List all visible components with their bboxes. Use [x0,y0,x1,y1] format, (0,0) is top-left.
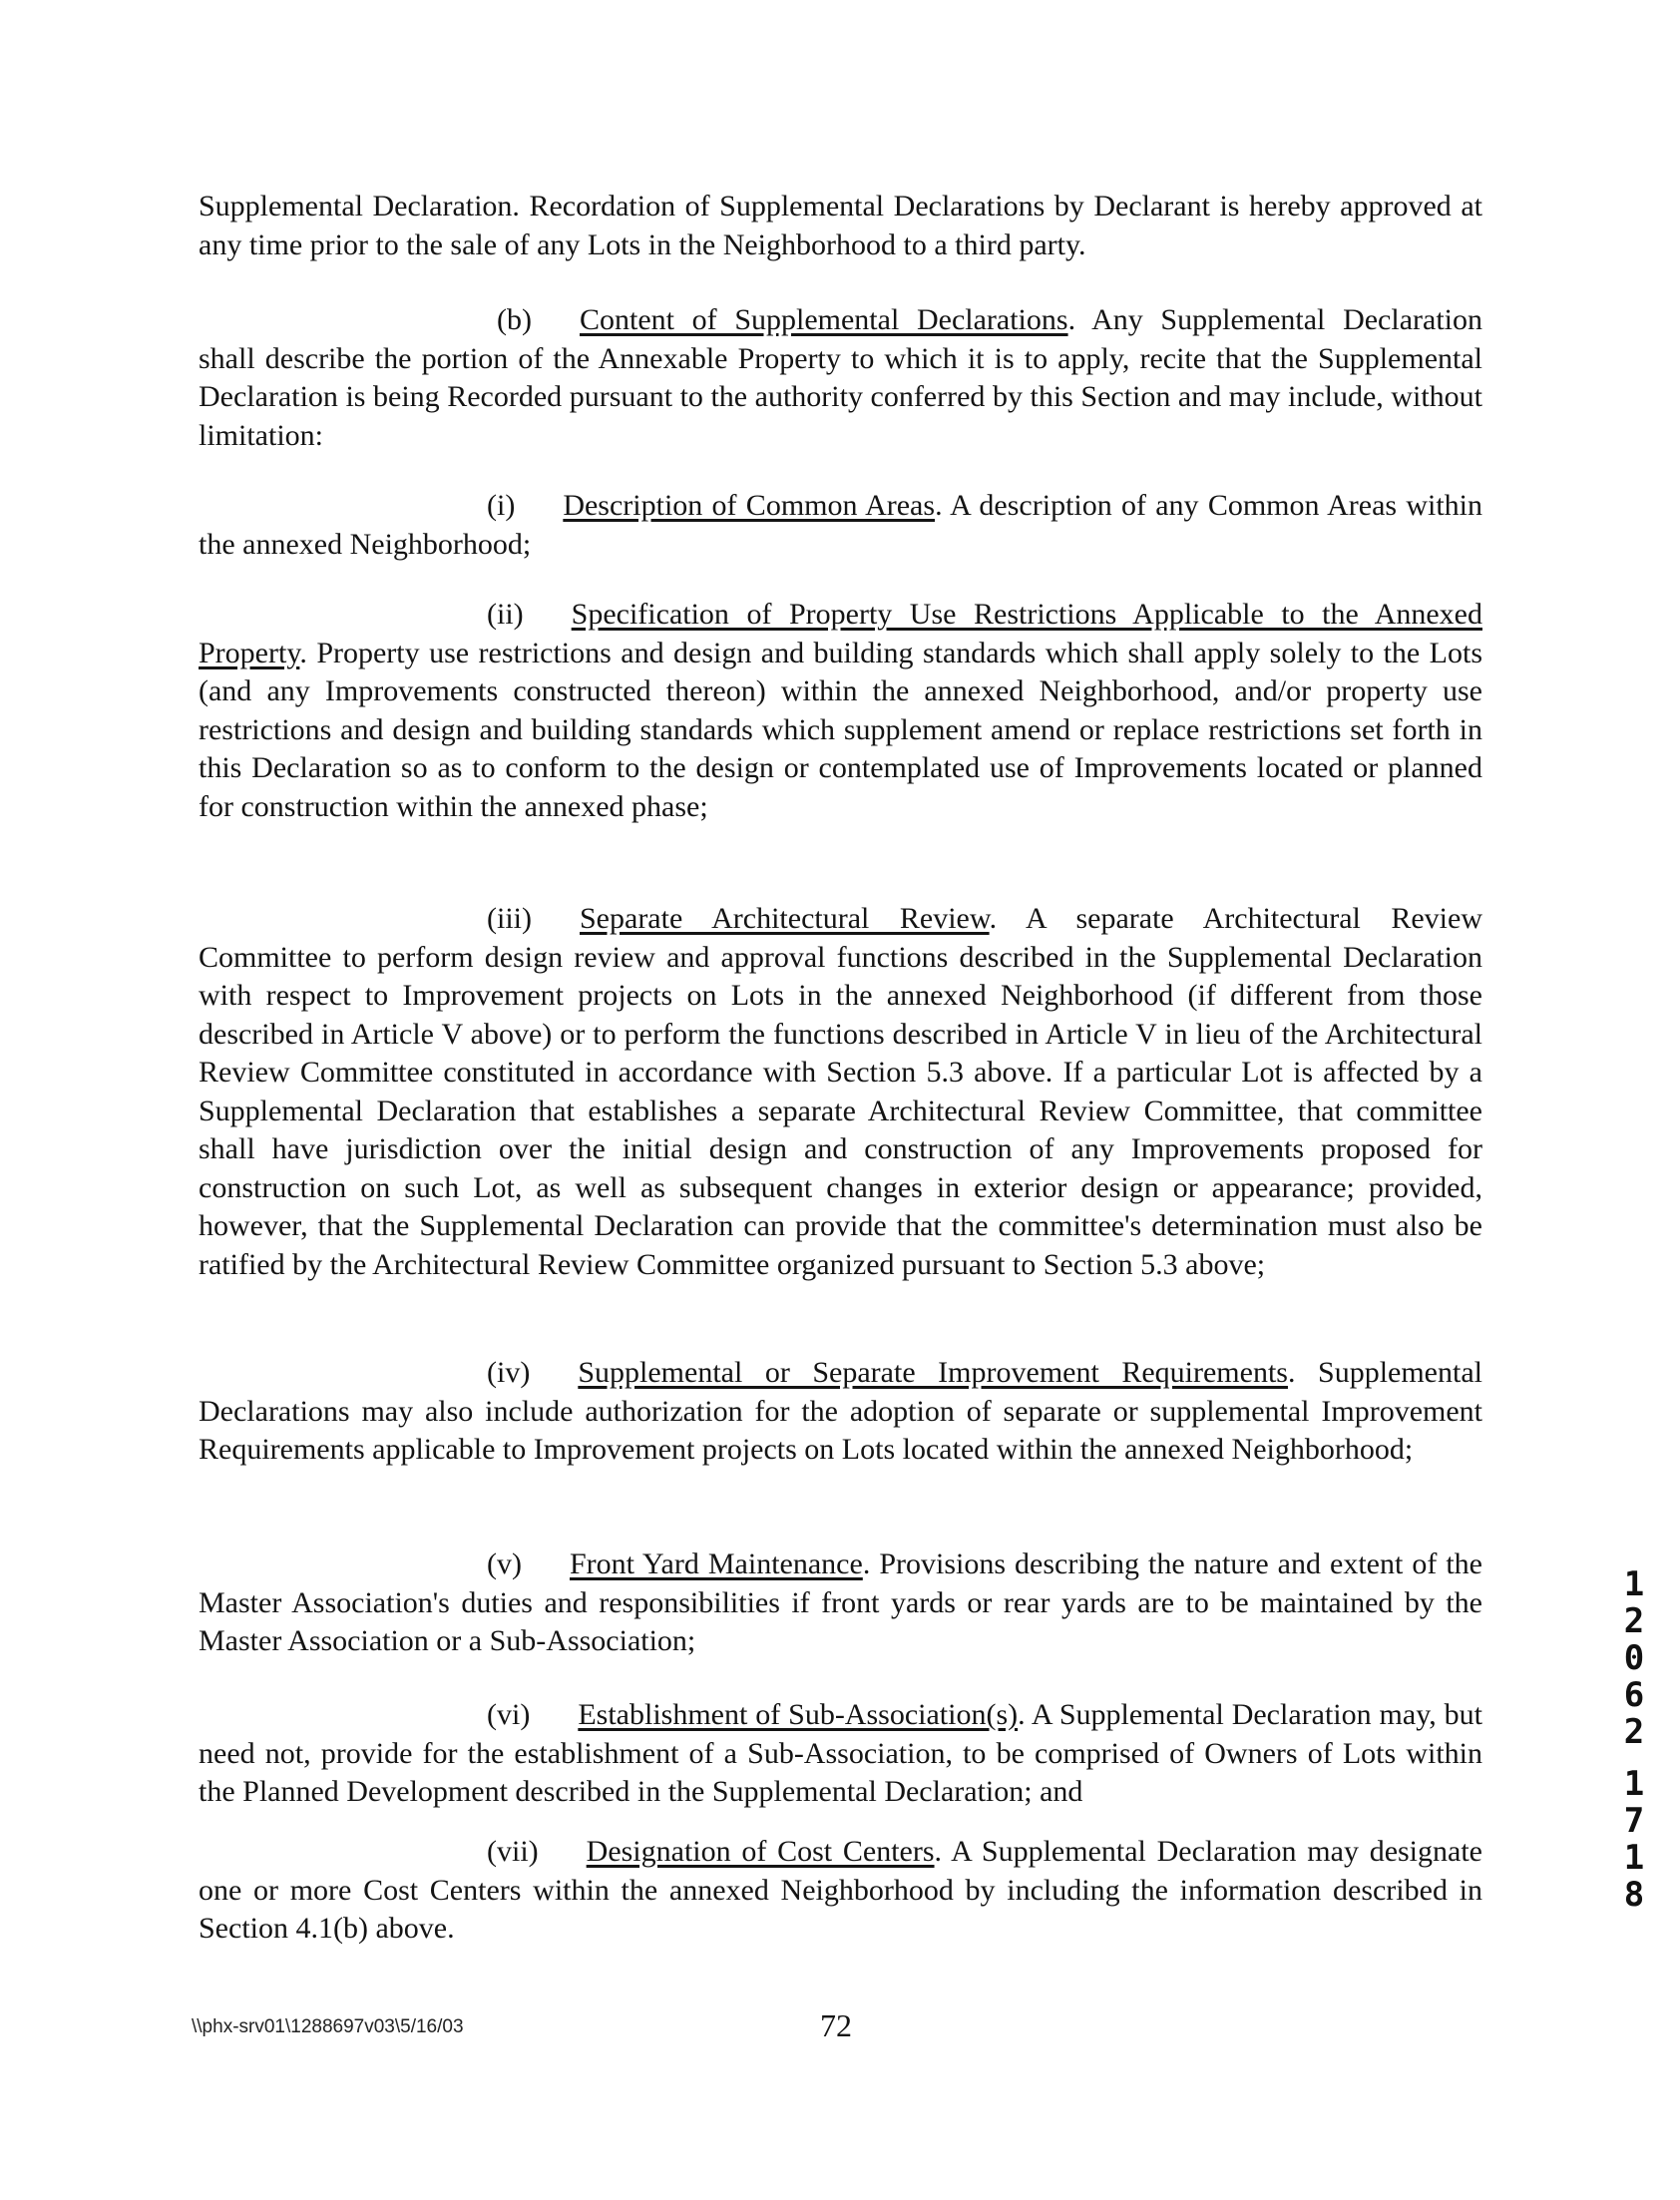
stamp-digit: 8 [1623,1875,1645,1915]
paragraph-iii [199,900,1482,1284]
clause-number: (iii) [487,902,532,935]
clause-number: (ii) [487,598,524,631]
stamp-digit: 1 [1623,1838,1645,1878]
paragraph-i [199,487,1482,564]
paragraph-ii [199,596,1482,826]
clause-text: . Property use restrictions and design and building standards which shall apply solely to the Lots (and any Improvements constructed thereon) within the annexed Neighborhood, and/or property use restrictions and design and building standards which supplement amend or replace restrictions set forth in this Declaration so as to conform to the design or contemplated use of Improvements located or planned for construction within the annexed phase; [199,636,1482,823]
clause-number: (vii) [487,1835,539,1868]
paragraph-v [199,1545,1482,1661]
clause-text: . A description of any Common Areas within the annexed Neighborhood; [199,489,1482,561]
clause-heading: Establishment of Sub-Association(s) [578,1698,1019,1731]
clause-number: (b) [497,303,532,336]
page-number: 72 [820,2007,852,2043]
stamp-digit: 0 [1623,1638,1645,1678]
clause-heading: Supplemental or Separate Improvement Requirements [578,1356,1288,1389]
paragraph-iv [199,1354,1482,1470]
clause-number: (iv) [487,1356,531,1389]
clause-heading: Specification of Property Use Restrictions Applicable to the Annexed Property [199,598,1482,669]
clause-text: . Any Supplemental Declaration shall describe the portion of the Annexable Property to which it is to apply, recite that the Supplemental Declaration is being Recorded pursuant to the authority conferred by this Section and may include, without limitation: [199,303,1482,452]
stamp-digit: 2 [1623,1601,1645,1641]
clause-heading: Front Yard Maintenance [569,1547,863,1580]
paragraph-b [199,301,1482,455]
stamp-digit: 7 [1623,1801,1645,1841]
clause-text: . A Supplemental Declaration may designate one or more Cost Centers within the annexed Neighborhood by including the information described in Section 4.1(b) above. [199,1835,1482,1945]
paragraph-vii [199,1833,1482,1949]
clause-text: . A Supplemental Declaration may, but need not, provide for the establishment of a Sub-Association, to be comprised of Owners of Lots within the Planned Development described in the Supplemental Declaration; and [199,1698,1482,1808]
paragraph-intro [199,188,1482,264]
paragraph-intro-text: Supplemental Declaration. Recordation of Supplemental Declarations by Declarant is hereby approved at any time prior to the sale of any Lots in the Neighborhood to a third party. [199,190,1482,261]
clause-number: (v) [487,1547,522,1580]
stamp-digit: 1 [1623,1564,1645,1604]
stamp-digit: 6 [1623,1675,1645,1715]
clause-text: . Supplemental Declarations may also include authorization for the adoption of separate or supplemental Improvement Requirements applicable to Improvement projects on Lots located within the annexed Neighborhood; [199,1356,1482,1466]
paragraph-vi [199,1696,1482,1812]
clause-number: (i) [487,489,516,522]
clause-number: (vi) [487,1698,531,1731]
clause-heading: Designation of Cost Centers [586,1835,935,1868]
clause-text: . A separate Architectural Review Committee to perform design review and approval functions described in the Supplemental Declaration with respect to Improvement projects on Lots in the annexed Neighborhood (if different from those described in Article V above) or to perform the functions described in Article V in lieu of the Architectural Review Committee constituted in accordance with Section 5.3 above. If a particular Lot is affected by a Supplemental Declaration that establishes a separate Architectural Review Committee, that committee shall have jurisdiction over the initial design and construction of any Improvements proposed for construction on such Lot, as well as subsequent changes in exterior design or appearance; provided, however, that the Supplemental Declaration can provide that the committee's determination must also be ratified by the Architectural Review Committee organized pursuant to Section 5.3 above; [199,902,1482,1281]
clause-heading: Separate Architectural Review [580,902,990,935]
clause-heading: Content of Supplemental Declarations [579,303,1068,336]
stamp-digit: 2 [1623,1712,1645,1752]
clause-text: . Provisions describing the nature and extent of the Master Association's duties and responsibilities if front yards or rear yards are to be maintained by the Master Association or a Sub-Association; [199,1547,1482,1657]
clause-heading: Description of Common Areas [563,489,936,522]
footer-file-path: \\phx-srv01\1288697v03\5/16/03 [192,2016,464,2037]
stamp-digit: 1 [1623,1764,1645,1804]
